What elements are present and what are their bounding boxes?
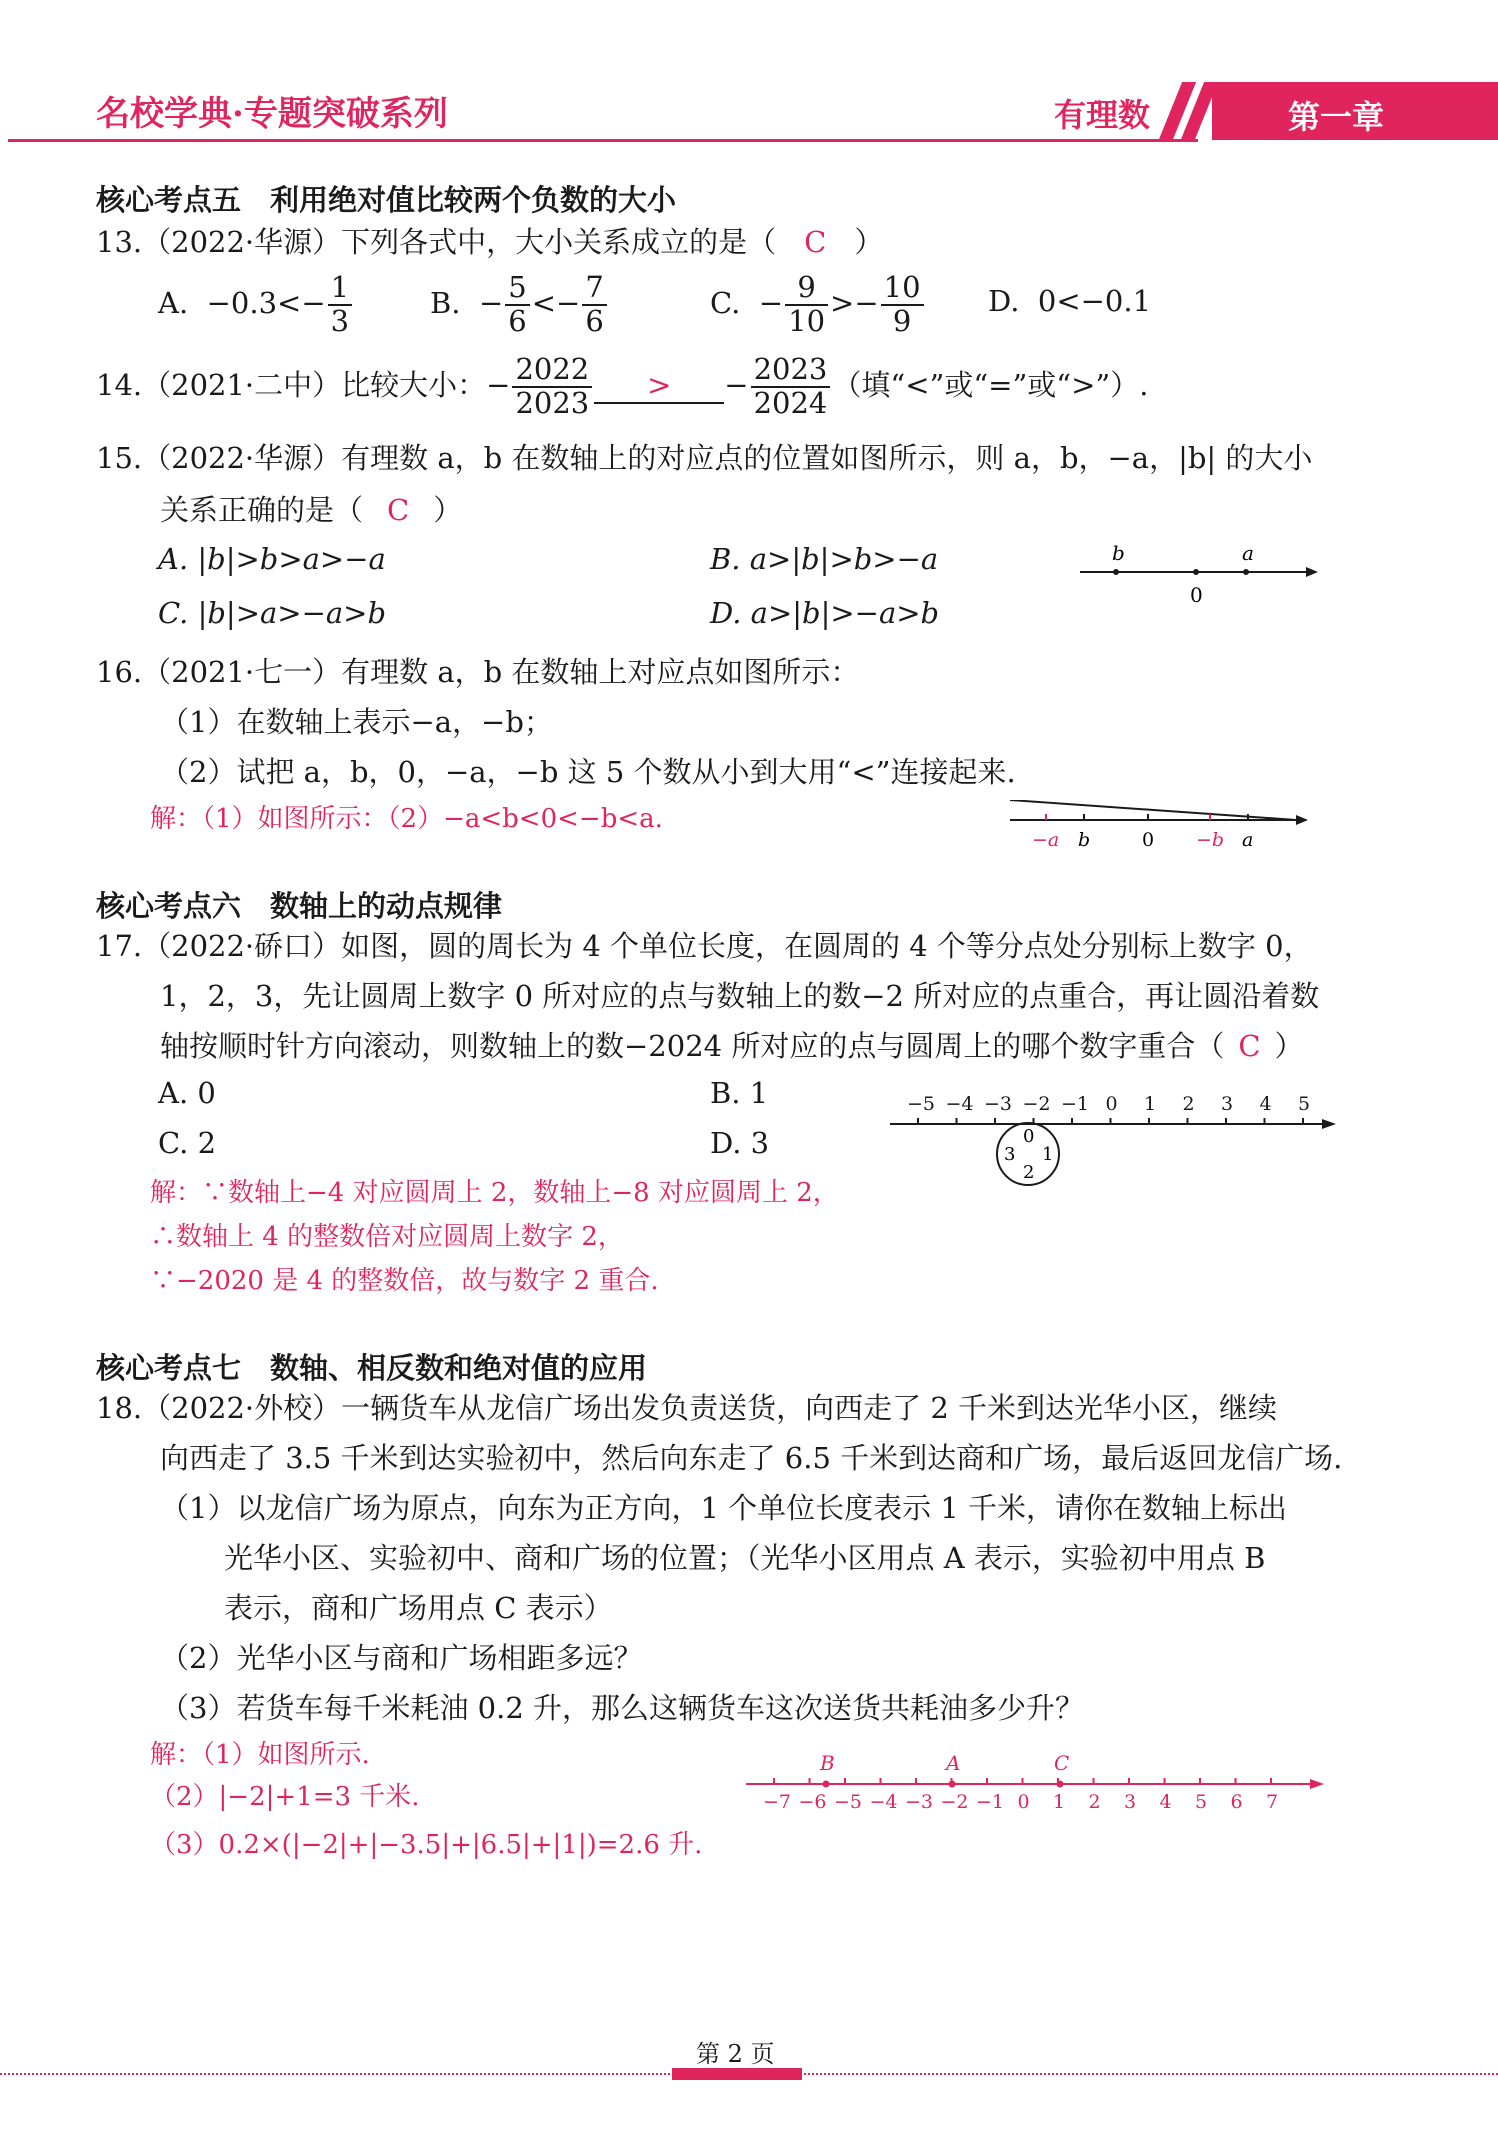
question-15-line1: 15.（2022·华源）有理数 a，b 在数轴上的对应点的位置如图所示，则 a，b，−a，|b| 的大小 <box>96 441 1313 475</box>
answer-blank: > <box>594 368 724 404</box>
q13-option-b: B. − $\frac{5}{6}$ <− $\frac{7}{6}$ <box>430 272 609 338</box>
question-13-stem: 13.（2022·华源）下列各式中，大小关系成立的是（ C ） <box>96 225 884 259</box>
circle-digit-1: 1 <box>1042 1144 1054 1165</box>
question-17-line3: 轴按顺时针方向滚动，则数轴上的数−2024 所对应的点与圆周上的哪个数字重合（ C ） <box>160 1029 1304 1063</box>
axis-tick-label: 5 <box>1195 1791 1208 1813</box>
q17-option-c: C. 2 <box>158 1126 217 1160</box>
q18-solution-line2: （2）|−2|+1=3 千米. <box>150 1782 420 1812</box>
q15-option-b: B. a>|b|>b>−a <box>710 542 939 576</box>
series-title: 名校学典·专题突破系列 <box>96 94 448 134</box>
axis-label-0: 0 <box>1190 583 1203 607</box>
axis-tick-label: −4 <box>869 1791 898 1813</box>
axis-label-a: a <box>1242 541 1254 565</box>
axis-tick-label: −3 <box>905 1791 934 1813</box>
axis-tick-label: −5 <box>834 1791 863 1813</box>
axis-label-b: b <box>1112 541 1125 565</box>
question-17-line1: 17.（2022·硚口）如图，圆的周长为 4 个单位长度，在圆周的 4 个等分点处分别标上数字 0， <box>96 929 1313 963</box>
question-16-stem: 16.（2021·七一）有理数 a，b 在数轴上对应点如图所示： <box>96 655 860 689</box>
question-16-part1: （1）在数轴上表示−a，−b； <box>160 705 553 739</box>
question-18-part1b: 光华小区、实验初中、商和广场的位置；（光华小区用点 A 表示，实验初中用点 B <box>224 1541 1266 1575</box>
axis-tick-label: −4 <box>945 1093 974 1115</box>
axis-tick-label: −5 <box>907 1093 936 1115</box>
question-18-part3: （3）若货车每千米耗油 0.2 升，那么这辆货车这次送货共耗油多少升？ <box>160 1691 1085 1725</box>
section-heading: 核心考点六 数轴上的动点规律 <box>96 889 503 923</box>
section-heading: 核心考点五 利用绝对值比较两个负数的大小 <box>96 183 677 217</box>
answer-mark: C <box>1238 1029 1261 1063</box>
answer-mark: C <box>804 225 827 259</box>
q17-option-d: D. 3 <box>710 1126 770 1160</box>
q17-number-line <box>880 1080 1340 1190</box>
axis-tick-label: −1 <box>1061 1093 1090 1115</box>
header-divider <box>8 139 1198 142</box>
axis-tick-label: −3 <box>984 1093 1013 1115</box>
q17-solution-line1: 解：∵数轴上−4 对应圆周上 2，数轴上−8 对应圆周上 2， <box>150 1178 839 1208</box>
q15-number-line <box>1070 536 1320 616</box>
q18-solution-line1: 解：（1）如图所示. <box>150 1740 370 1770</box>
question-16-part2: （2）试把 a，b，0，−a，−b 这 5 个数从小到大用“<”连接起来. <box>160 755 1016 789</box>
question-18-part1a: （1）以龙信广场为原点，向东为正方向，1 个单位长度表示 1 千米，请你在数轴上标出 <box>160 1491 1288 1525</box>
axis-label-neg-b: −b <box>1196 829 1225 851</box>
axis-tick-label: 1 <box>1053 1791 1066 1813</box>
question-18-part1c: 表示，商和广场用点 C 表示） <box>224 1591 613 1625</box>
axis-label-neg-a: −a <box>1032 829 1060 851</box>
axis-tick-label: 4 <box>1259 1093 1272 1115</box>
axis-tick-label: −2 <box>1022 1093 1051 1115</box>
q16-solution: 解：（1）如图所示：（2）−a<b<0<−b<a. <box>150 804 663 834</box>
circle-digit-2: 2 <box>1023 1162 1035 1183</box>
axis-tick-label: 3 <box>1124 1791 1137 1813</box>
q17-option-a: A. 0 <box>158 1076 216 1110</box>
axis-tick-label: 4 <box>1159 1791 1172 1813</box>
q15-option-a: A. |b|>b>a>−a <box>158 542 386 576</box>
q15-option-c: C. |b|>a>−a>b <box>158 596 387 630</box>
axis-tick-label: −1 <box>976 1791 1005 1813</box>
axis-tick-label: 3 <box>1221 1093 1234 1115</box>
q17-solution-line3: ∵−2020 是 4 的整数倍，故与数字 2 重合. <box>150 1266 659 1296</box>
answer-mark: C <box>387 493 410 527</box>
axis-label-b: b <box>1078 829 1091 851</box>
circle-digit-0: 0 <box>1023 1126 1035 1147</box>
circle-digit-3: 3 <box>1004 1144 1016 1165</box>
axis-tick-label: 0 <box>1105 1093 1118 1115</box>
q13-option-a: A. −0.3<− $\frac{1}{3}$ <box>158 272 354 338</box>
axis-tick-label: −6 <box>798 1791 827 1813</box>
section-heading: 核心考点七 数轴、相反数和绝对值的应用 <box>96 1351 648 1385</box>
axis-tick-label: 7 <box>1266 1791 1279 1813</box>
question-17-line2: 1，2，3，先让圆周上数字 0 所对应的点与数轴上的数−2 所对应的点重合，再让圆沿着数 <box>160 979 1320 1013</box>
footer-accent-bar <box>672 2068 802 2080</box>
axis-label-0: 0 <box>1142 829 1155 851</box>
q18-number-line <box>740 1744 1330 1816</box>
axis-tick-label: −7 <box>763 1791 792 1813</box>
question-18-part2: （2）光华小区与商和广场相距多远？ <box>160 1641 643 1675</box>
question-14: 14.（2021·二中）比较大小：− $\frac{2022}{2023}$ > − $\frac{2023}{2024}$ （填“<”或“=”或“>”）. <box>96 352 1149 420</box>
axis-tick-label: 5 <box>1298 1093 1311 1115</box>
axis-tick-label: −2 <box>940 1791 969 1813</box>
topic-title: 有理数 <box>1054 96 1151 134</box>
axis-tick-label: 2 <box>1088 1791 1101 1813</box>
question-18-line2: 向西走了 3.5 千米到达实验初中，然后向东走了 6.5 千米到达商和广场，最后返回龙信广场. <box>160 1441 1343 1475</box>
q13-option-c: C. − $\frac{9}{10}$ >− $\frac{10}{9}$ <box>710 272 926 338</box>
q15-option-d: D. a>|b|>−a>b <box>710 596 940 630</box>
axis-tick-label: 6 <box>1230 1791 1243 1813</box>
q16-number-line <box>1000 800 1320 860</box>
axis-tick-label: 2 <box>1182 1093 1195 1115</box>
q17-solution-line2: ∴数轴上 4 的整数倍对应圆周上数字 2， <box>150 1222 624 1252</box>
chapter-label: 第一章 <box>1288 98 1385 136</box>
question-18-line1: 18.（2022·外校）一辆货车从龙信广场出发负责送货，向西走了 2 千米到达光华小区，继续 <box>96 1391 1278 1425</box>
q13-option-d: D. 0<−0.1 <box>988 284 1152 318</box>
page-number: 第 2 页 <box>696 2040 775 2068</box>
point-b-label: B <box>820 1751 835 1775</box>
axis-tick-label: 1 <box>1144 1093 1157 1115</box>
q18-solution-line3: （3）0.2×(|−2|+|−3.5|+|6.5|+|1|)=2.6 升. <box>150 1830 703 1860</box>
question-15-line2: 关系正确的是（ C ） <box>160 493 463 527</box>
q17-option-b: B. 1 <box>710 1076 769 1110</box>
point-a-label: A <box>946 1751 961 1775</box>
axis-label-a: a <box>1242 829 1254 851</box>
point-c-label: C <box>1054 1751 1070 1775</box>
axis-tick-label: 0 <box>1017 1791 1030 1813</box>
